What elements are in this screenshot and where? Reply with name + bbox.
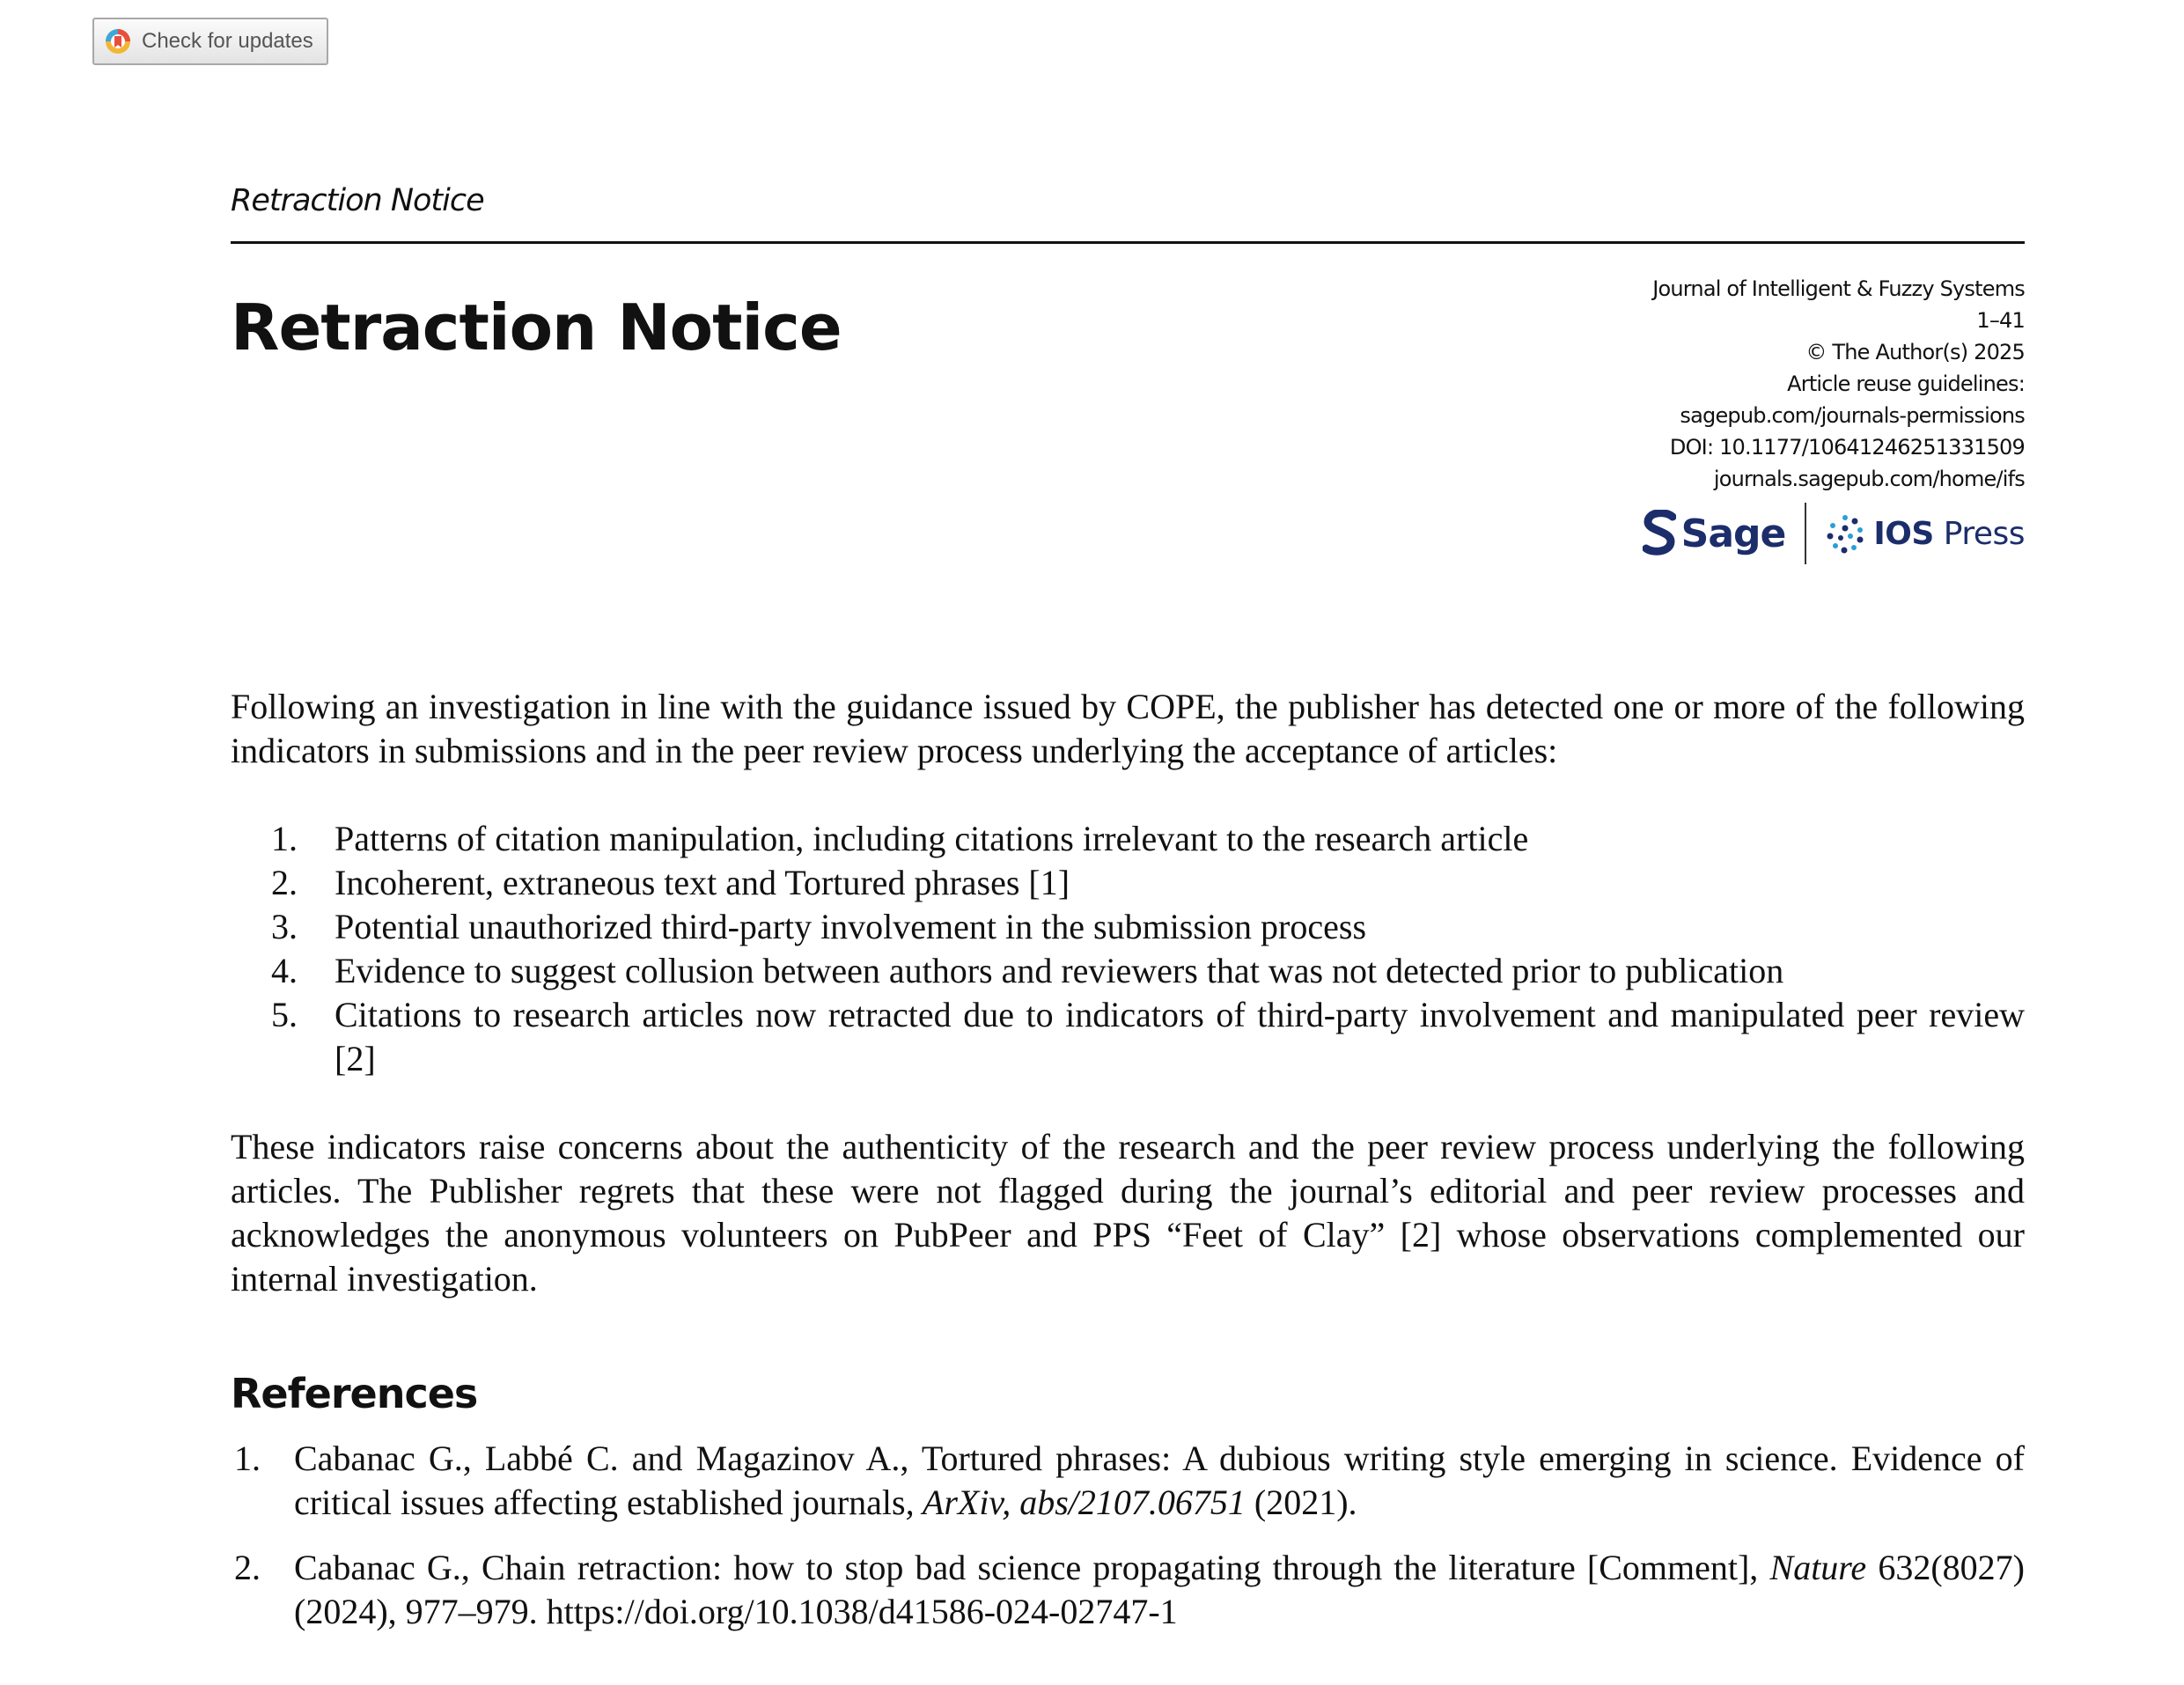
doi[interactable]: DOI: 10.1177/10641246251331509 [1669,435,2025,460]
crossmark-icon [105,28,131,55]
page-title: Retraction Notice [231,291,842,364]
list-item [231,905,2025,949]
logo-divider [1805,503,1806,564]
indicator-list [231,817,2025,1081]
list-number: 1. [271,819,298,858]
sage-wordmark: Sage [1680,511,1786,556]
references-heading: References [231,1370,478,1417]
running-head: Retraction Notice [231,183,484,218]
reference-item [231,1546,2025,1634]
journal-name: Journal of Intelligent & Fuzzy Systems [1652,276,2025,301]
list-number: 2. [271,863,298,902]
sage-logo [1643,510,1786,557]
reference-number: 1. [234,1439,261,1478]
list-number: 4. [271,951,298,990]
reference-journal: Nature [1769,1548,1867,1587]
check-for-updates-label: Check for updates [142,29,313,53]
sage-s-icon [1643,510,1676,557]
reference-list [231,1437,2025,1655]
list-text: Potential unauthorized third-party involvement in the submission process [335,907,1367,946]
ios-dots-icon [1824,512,1866,555]
list-text: Incoherent, extraneous text and Tortured phrases [1] [335,863,1070,902]
list-number: 5. [271,995,298,1034]
ios-wordmark-bold: IOS [1873,515,1934,552]
ios-wordmark-press: Press [1943,515,2025,552]
journal-homepage-link[interactable]: journals.sagepub.com/home/ifs [1713,467,2025,491]
reuse-label: Article reuse guidelines: [1787,372,2025,396]
ios-press-logo [1824,512,2025,555]
reference-item [231,1437,2025,1525]
list-text: Evidence to suggest collusion between authors and reviewers that was not detected prior to publication [335,951,1784,990]
check-for-updates-button[interactable] [92,18,328,65]
ios-press-wordmark [1873,516,2025,552]
list-item [231,993,2025,1081]
reference-text: Cabanac G., Chain retraction: how to stop bad science propagating through the literature [Comment], [294,1548,1770,1587]
page-range: 1–41 [1976,308,2025,333]
header-rule [231,241,2025,244]
reference-journal: , ArXiv, abs/2107.06751 [905,1483,1246,1522]
intro-paragraph: Following an investigation in line with the guidance issued by COPE, the publisher has detected one or more of the following indicators in submissions and in the peer review process underlying the acceptance of articles: [231,687,2025,770]
reference-number: 2. [234,1548,261,1587]
conclusion-paragraph: These indicators raise concerns about the authenticity of the research and the peer review process underlying the following articles. The Publisher regrets that these were not flagged during the journal’s editorial and peer review processes and acknowledges the anonymous volunteers on PubPeer and PPS “Feet of Clay” [2] whose observations complemented our internal investigation. [231,1127,2025,1299]
reuse-link[interactable]: sagepub.com/journals-permissions [1680,403,2025,428]
list-item [231,861,2025,905]
list-text: Patterns of citation manipulation, including citations irrelevant to the research article [335,819,1529,858]
copyright: © The Author(s) 2025 [1805,340,2025,364]
reference-text: Cabanac G., Labbé C. and Magazinov A., Tortured phrases: A dubious writing style emerging in science. Evidence of critical issues affecting established journals [294,1439,2025,1522]
journal-meta [1652,273,2025,495]
reference-tail: (2021). [1245,1483,1357,1522]
reference-tail: 632(8027) (2024), 977–979. https://doi.org/10.1038/d41586-024-02747-1 [294,1548,2025,1631]
list-item [231,817,2025,861]
list-number: 3. [271,907,298,946]
list-text: Citations to research articles now retracted due to indicators of third-party involvement and manipulated peer review [2] [335,995,2025,1078]
publisher-logos [1643,502,2025,565]
list-item [231,949,2025,993]
